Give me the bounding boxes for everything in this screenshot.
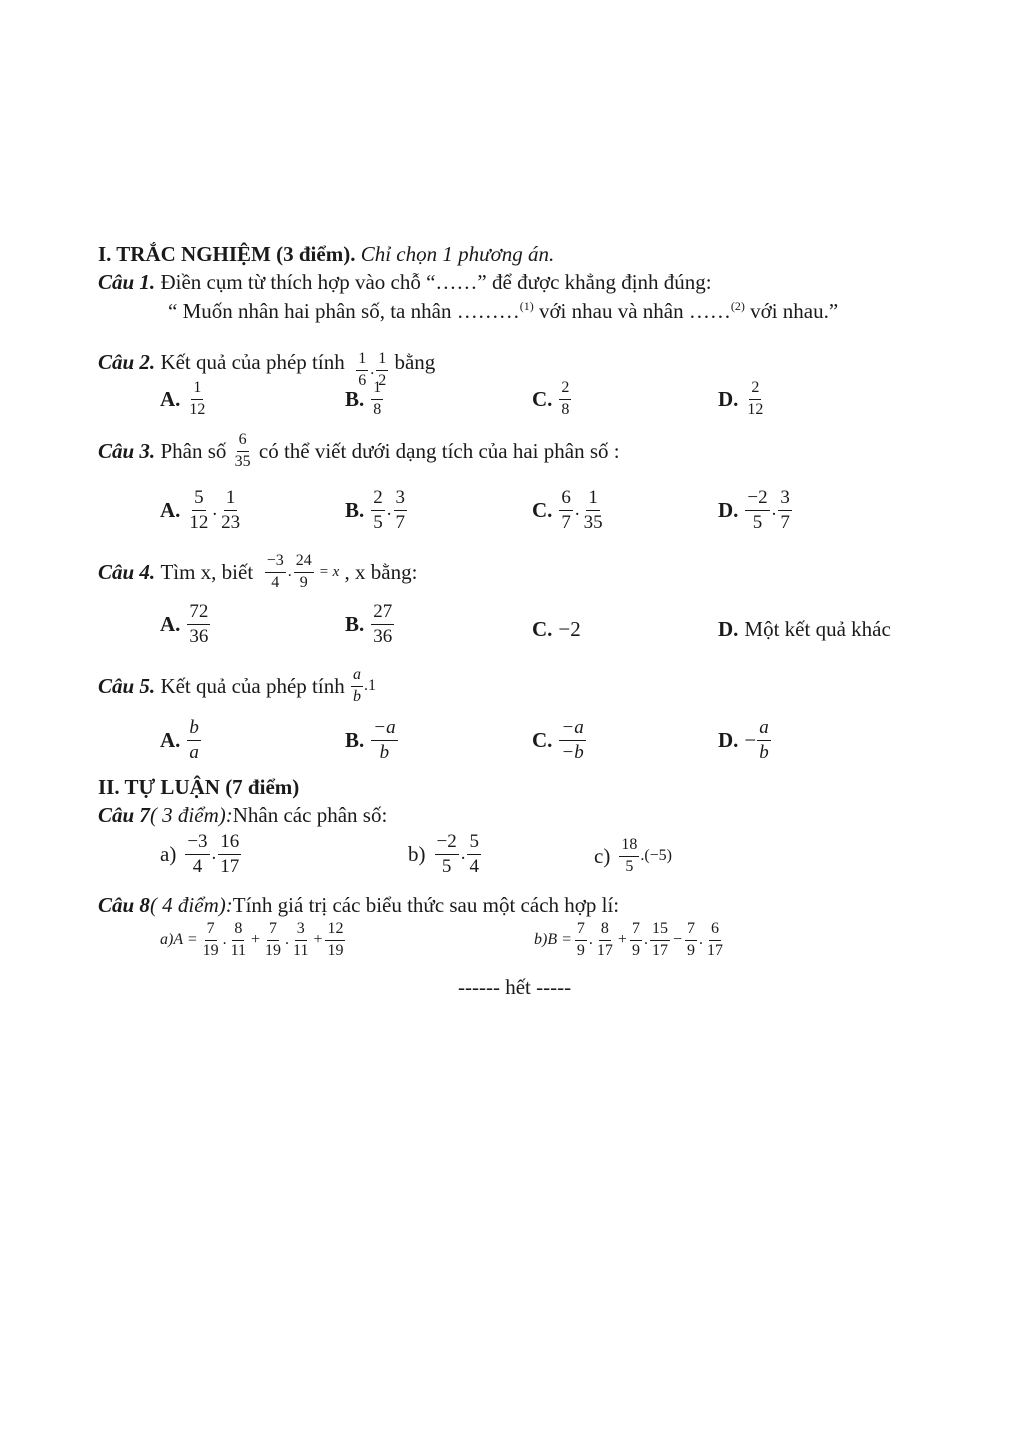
q2-expression: $\frac{1}{6}$ . $\frac{1}{2}$: [358, 350, 387, 389]
q3-label: Câu 3.: [98, 438, 156, 463]
q5-option-a[interactable]: A. $\frac{b}{a}$: [160, 717, 199, 763]
q7-part-c: c) $\frac{18}{5}$ .(−5): [594, 836, 673, 875]
q2-option-c[interactable]: C. $\frac{2}{8}$: [532, 379, 570, 418]
q3-option-c-expr: $\frac{6}{7}$ . $\frac{1}{35}$: [561, 487, 603, 533]
q5-text: Kết quả của phép tính: [160, 673, 345, 698]
part1-title: I. TRẮC NGHIỆM (3 điểm).: [98, 242, 356, 266]
q3-line: [98, 432, 620, 471]
q3-option-c[interactable]: C. $\frac{6}{7}$ . $\frac{1}{35}$: [532, 488, 606, 533]
part1-instruction: Chỉ chọn 1 phương án.: [360, 242, 555, 266]
q2-label: Câu 2.: [98, 349, 156, 374]
q4-option-a-frac: $\frac{72}{36}$: [189, 601, 209, 647]
q5-option-b[interactable]: B. $\frac{-a}{b}$: [345, 717, 396, 763]
end-marker: ------ hết -----: [458, 975, 572, 999]
q2-option-d-frac: $\frac{2}{12}$: [747, 379, 764, 418]
q1-text: Điền cụm từ thích hợp vào chỗ “……” để được khẳng định đúng:: [160, 270, 712, 294]
q3-tail: có thể viết dưới dạng tích của hai phân số :: [258, 438, 620, 463]
q2-option-a-frac: $\frac{1}{12}$: [189, 379, 206, 418]
q3-option-b[interactable]: B. $\frac{2}{5}$ . $\frac{3}{7}$: [345, 488, 408, 533]
q3-option-a-expr: $\frac{5}{12}$ . $\frac{1}{23}$: [189, 487, 241, 533]
q1-sup1: (1): [519, 299, 534, 313]
q2-line: [98, 335, 435, 390]
q2-option-b[interactable]: B. $\frac{1}{8}$: [345, 379, 382, 418]
q1-quote: [168, 300, 838, 322]
q4-option-c-text: −2: [558, 617, 581, 641]
q2-tail: bằng: [394, 349, 436, 374]
q5-option-d-prefix: −: [744, 727, 757, 752]
q5-option-b-frac: $\frac{-a}{b}$: [373, 717, 396, 763]
q4-label: Câu 4.: [98, 559, 156, 584]
q4-line: [98, 553, 417, 592]
q4-expression: $\frac{-3}{4}$ . $\frac{24}{9}$ = x: [266, 552, 340, 591]
part1-heading: [98, 244, 554, 265]
q5-line: [98, 667, 376, 706]
q7-part-a: a) $\frac{-3}{4}$ . $\frac{16}{17}$: [160, 831, 240, 877]
q3-option-b-expr: $\frac{2}{5}$ . $\frac{3}{7}$: [373, 487, 406, 533]
q8-line: [98, 895, 619, 916]
q7-label: Câu 7: [98, 803, 150, 827]
q3-option-a[interactable]: A. $\frac{5}{12}$ . $\frac{1}{23}$: [160, 488, 243, 533]
q1-label: Câu 1.: [98, 270, 156, 294]
q5-expression: $\frac{a}{b}$ .1: [352, 666, 376, 705]
q4-text: Tìm x, biết: [160, 559, 254, 584]
q2-text: Kết quả của phép tính: [160, 349, 345, 374]
q2-option-d[interactable]: D. $\frac{2}{12}$: [718, 379, 764, 418]
q3-text: Phân số: [160, 438, 227, 463]
q4-option-d-text: Một kết quả khác: [744, 617, 891, 641]
q5-option-d-frac: $\frac{a}{b}$: [759, 717, 769, 763]
q2-option-c-frac: $\frac{2}{8}$: [561, 379, 570, 418]
q1-sup2: (2): [730, 299, 745, 313]
q5-option-a-frac: $\frac{b}{a}$: [189, 717, 199, 763]
q4-option-c[interactable]: C. −2: [532, 617, 581, 641]
q5-label: Câu 5.: [98, 673, 156, 698]
q1-quote-c: với nhau.”: [744, 299, 839, 323]
q4-option-b[interactable]: B. $\frac{27}{36}$: [345, 601, 393, 647]
q7-line: [98, 805, 387, 826]
q4-option-a[interactable]: A. $\frac{72}{36}$: [160, 601, 209, 647]
q8-label: Câu 8: [98, 893, 150, 917]
q8-points: ( 4 điểm):: [149, 893, 233, 917]
q3-fraction: $\frac{6}{35}$: [234, 431, 251, 470]
q3-option-d[interactable]: D. $\frac{-2}{5}$ . $\frac{3}{7}$: [718, 488, 793, 533]
q1-line: [98, 272, 712, 293]
q1-quote-a: “ Muốn nhân hai phân số, ta nhân ………: [168, 299, 520, 323]
q2-option-b-frac: $\frac{1}{8}$: [373, 379, 382, 418]
q2-frac-2: $\frac{1}{2}$: [378, 350, 387, 389]
q4-option-d[interactable]: D. Một kết quả khác: [718, 617, 891, 641]
q4-tail: , x bằng:: [344, 559, 418, 584]
q2-frac-1: $\frac{1}{6}$: [358, 350, 367, 389]
part2-title: II. TỰ LUẬN (7 điểm): [98, 775, 300, 799]
q7-part-b: b) $\frac{-2}{5}$ . $\frac{5}{4}$: [408, 831, 479, 877]
q8-text: Tính giá trị các biểu thức sau một cách hợp lí:: [232, 893, 620, 917]
q5-option-c[interactable]: C. $\frac{-a}{-b}$: [532, 717, 584, 763]
q4-option-b-frac: $\frac{27}{36}$: [373, 601, 393, 647]
q2-option-a[interactable]: A. $\frac{1}{12}$: [160, 379, 206, 418]
q8-part-b: b)B = $\frac{7}{9}$ . $\frac{8}{17}$ + $\frac{7}{9}$ . $\frac{15}{17}$ − $\frac{7}{9}$ . $\frac{6}{17}$: [534, 920, 723, 959]
q5-option-d[interactable]: D. − $\frac{a}{b}$: [718, 717, 769, 763]
q7-points: ( 3 điểm):: [149, 803, 233, 827]
q3-option-d-expr: $\frac{-2}{5}$ . $\frac{3}{7}$: [747, 487, 790, 533]
q1-quote-b: với nhau và nhân ……: [533, 299, 731, 323]
q8-part-a: a)A = $\frac{7}{19}$ . $\frac{8}{11}$ + $\frac{7}{19}$ . $\frac{3}{11}$ + $\frac{12}{19}$: [160, 920, 344, 959]
q7-text: Nhân các phân số:: [232, 803, 388, 827]
q5-option-c-frac: $\frac{-a}{-b}$: [561, 717, 584, 763]
